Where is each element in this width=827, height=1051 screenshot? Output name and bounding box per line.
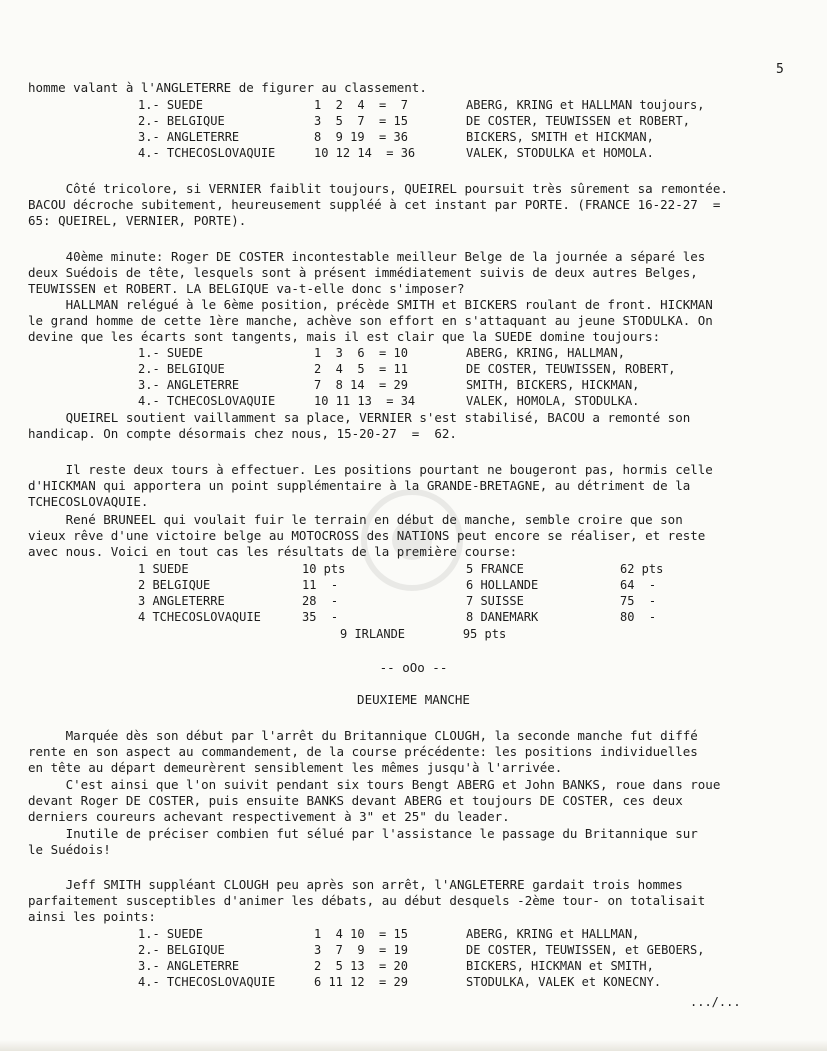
paragraph-line: Jeff SMITH suppléant CLOUGH peu après son arrêt, l'ANGLETERRE gardait trois hommes: [28, 877, 683, 892]
result-points: 10 pts: [302, 562, 346, 576]
paragraph-line: derniers coureurs achevant respectivement à 3" et 25" du leader.: [28, 809, 510, 824]
result-rank: 1 SUEDE: [138, 562, 189, 576]
result-rank: 4 TCHECOSLOVAQUIE: [138, 610, 261, 624]
result-points: 64 -: [620, 578, 657, 592]
section-heading: DEUXIEME MANCHE: [357, 692, 470, 707]
result-points: 62 pts: [620, 562, 664, 576]
t3-riders: ABERG, KRING et HALLMAN,: [466, 927, 640, 941]
t1-riders: ABERG, KRING et HALLMAN toujours,: [466, 98, 705, 112]
page-number: 5: [776, 62, 784, 77]
t1-rank: 1.- SUEDE: [138, 98, 204, 112]
t2-rank: 3.- ANGLETERRE: [138, 378, 240, 392]
result-rank: 8 DANEMARK: [466, 610, 539, 624]
result-points: 80 -: [620, 610, 657, 624]
t3-rank: 4.- TCHECOSLOVAQUIE: [138, 975, 276, 989]
t1-rank: 2.- BELGIQUE: [138, 114, 225, 128]
t2-scores: 10 11 13 = 34: [314, 394, 416, 408]
t3-scores: 3 7 9 = 19: [314, 943, 408, 957]
paragraph-line: devant Roger DE COSTER, puis ensuite BANKS devant ABERG et toujours DE COSTER, ces deux: [28, 793, 683, 808]
result-rank: 2 BELGIQUE: [138, 578, 211, 592]
paragraph-line: C'est ainsi que l'on suivit pendant six tours Bengt ABERG et John BANKS, roue dans roue: [28, 777, 721, 792]
t3-riders: DE COSTER, TEUWISSEN, et GEBOERS,: [466, 943, 705, 957]
t2-riders: VALEK, HOMOLA, STODULKA.: [466, 394, 640, 408]
paragraph-line: le grand homme de cette 1ère manche, achève son effort en s'attaquant au jeune STODULKA. On: [28, 313, 713, 328]
t3-riders: STODULKA, VALEK et KONECNY.: [466, 975, 662, 989]
paragraph-line: avec nous. Voici en tout cas les résultats de la première course:: [28, 544, 518, 559]
separator: -- oOo --: [379, 660, 448, 675]
paragraph-line: rente en son aspect au commandement, de la course précédente: les positions individuelles: [28, 744, 698, 759]
t1-scores: 10 12 14 = 36: [314, 146, 416, 160]
t1-scores: 8 9 19 = 36: [314, 130, 408, 144]
result-points: 35 -: [302, 610, 339, 624]
paragraph-line: TCHECOSLOVAQUIE.: [28, 494, 149, 509]
paragraph-line: René BRUNEEL qui voulait fuir le terrain en début de manche, semble croire que son: [28, 512, 683, 527]
result-points: 11 -: [302, 578, 339, 592]
t2-riders: SMITH, BICKERS, HICKMAN,: [466, 378, 640, 392]
paragraph-line: TEUWISSEN et ROBERT. LA BELGIQUE va-t-elle donc s'imposer?: [28, 281, 465, 296]
t1-scores: 3 5 7 = 15: [314, 114, 408, 128]
paragraph-line: HALLMAN relégué à le 6ème position, précède SMITH et BICKERS roulant de front. HICKMAN: [28, 297, 713, 312]
result-points: 75 -: [620, 594, 657, 608]
result-rank: 3 ANGLETERRE: [138, 594, 225, 608]
continued-marker: .../...: [690, 995, 741, 1009]
t1-riders: VALEK, STODULKA et HOMOLA.: [466, 146, 654, 160]
paragraph-line: ainsi les points:: [28, 909, 156, 924]
t1-rank: 3.- ANGLETERRE: [138, 130, 240, 144]
t2-rank: 1.- SUEDE: [138, 346, 204, 360]
paragraph-line: vieux rêve d'une victoire belge au MOTOCROSS des NATIONS peut encore se réaliser, et reste: [28, 528, 706, 543]
result-points: 28 -: [302, 594, 339, 608]
t3-rank: 3.- ANGLETERRE: [138, 959, 240, 973]
t3-scores: 6 11 12 = 29: [314, 975, 408, 989]
t3-riders: BICKERS, HICKMAN et SMITH,: [466, 959, 654, 973]
t3-rank: 1.- SUEDE: [138, 927, 204, 941]
t3-scores: 1 4 10 = 15: [314, 927, 408, 941]
t1-rank: 4.- TCHECOSLOVAQUIE: [138, 146, 276, 160]
page-edge: [0, 1040, 827, 1051]
paragraph-line: en tête au départ demeurèrent sensiblement les mêmes jusqu'à l'arrivée.: [28, 760, 563, 775]
paragraph-line: devine que les écarts sont tangents, mais il est clair que la SUEDE domine toujours:: [28, 329, 661, 344]
paragraph-line: deux Suédois de tête, lesquels sont à présent immédiatement suivis de deux autres Belges,: [28, 265, 698, 280]
result-rank: 6 HOLLANDE: [466, 578, 539, 592]
watermark-logo-icon: [352, 480, 472, 600]
t1-riders: BICKERS, SMITH et HICKMAN,: [466, 130, 654, 144]
result-rank-last: 9 IRLANDE 95 pts: [340, 627, 507, 641]
t2-scores: 2 4 5 = 11: [314, 362, 408, 376]
paragraph-line: BACOU décroche subitement, heureusement suppléé à cet instant par PORTE. (FRANCE 16-22-27 =: [28, 197, 721, 212]
paragraph-line: handicap. On compte désormais chez nous, 15-20-27 = 62.: [28, 426, 457, 441]
intro-line: homme valant à l'ANGLETERRE de figurer au classement.: [28, 80, 427, 95]
paragraph-line: Côté tricolore, si VERNIER faiblit toujours, QUEIREL poursuit très sûrement sa remontée.: [28, 181, 728, 196]
t2-scores: 1 3 6 = 10: [314, 346, 408, 360]
t2-riders: ABERG, KRING, HALLMAN,: [466, 346, 625, 360]
paragraph-line: Il reste deux tours à effectuer. Les positions pourtant ne bougeront pas, hormis celle: [28, 462, 713, 477]
t2-riders: DE COSTER, TEUWISSEN, ROBERT,: [466, 362, 676, 376]
t2-rank: 4.- TCHECOSLOVAQUIE: [138, 394, 276, 408]
t1-riders: DE COSTER, TEUWISSEN et ROBERT,: [466, 114, 690, 128]
paragraph-line: Inutile de préciser combien fut sélué par l'assistance le passage du Britannique sur: [28, 826, 698, 841]
paragraph-line: Marquée dès son début par l'arrêt du Britannique CLOUGH, la seconde manche fut diffé: [28, 728, 698, 743]
paragraph-line: parfaitement susceptibles d'animer les débats, au début desquels -2ème tour- on totalisait: [28, 893, 706, 908]
paragraph-line: 65: QUEIREL, VERNIER, PORTE).: [28, 213, 247, 228]
result-rank: 7 SUISSE: [466, 594, 524, 608]
paragraph-line: d'HICKMAN qui apportera un point supplémentaire à la GRANDE-BRETAGNE, au détriment de la: [28, 478, 691, 493]
t2-scores: 7 8 14 = 29: [314, 378, 408, 392]
result-rank: 5 FRANCE: [466, 562, 524, 576]
paragraph-line: le Suédois!: [28, 842, 111, 857]
t2-rank: 2.- BELGIQUE: [138, 362, 225, 376]
paragraph-line: 40ème minute: Roger DE COSTER incontestable meilleur Belge de la journée a séparé les: [28, 249, 706, 264]
t3-scores: 2 5 13 = 20: [314, 959, 408, 973]
t1-scores: 1 2 4 = 7: [314, 98, 408, 112]
paragraph-line: QUEIREL soutient vaillamment sa place, VERNIER s'est stabilisé, BACOU a remonté son: [28, 410, 691, 425]
t3-rank: 2.- BELGIQUE: [138, 943, 225, 957]
